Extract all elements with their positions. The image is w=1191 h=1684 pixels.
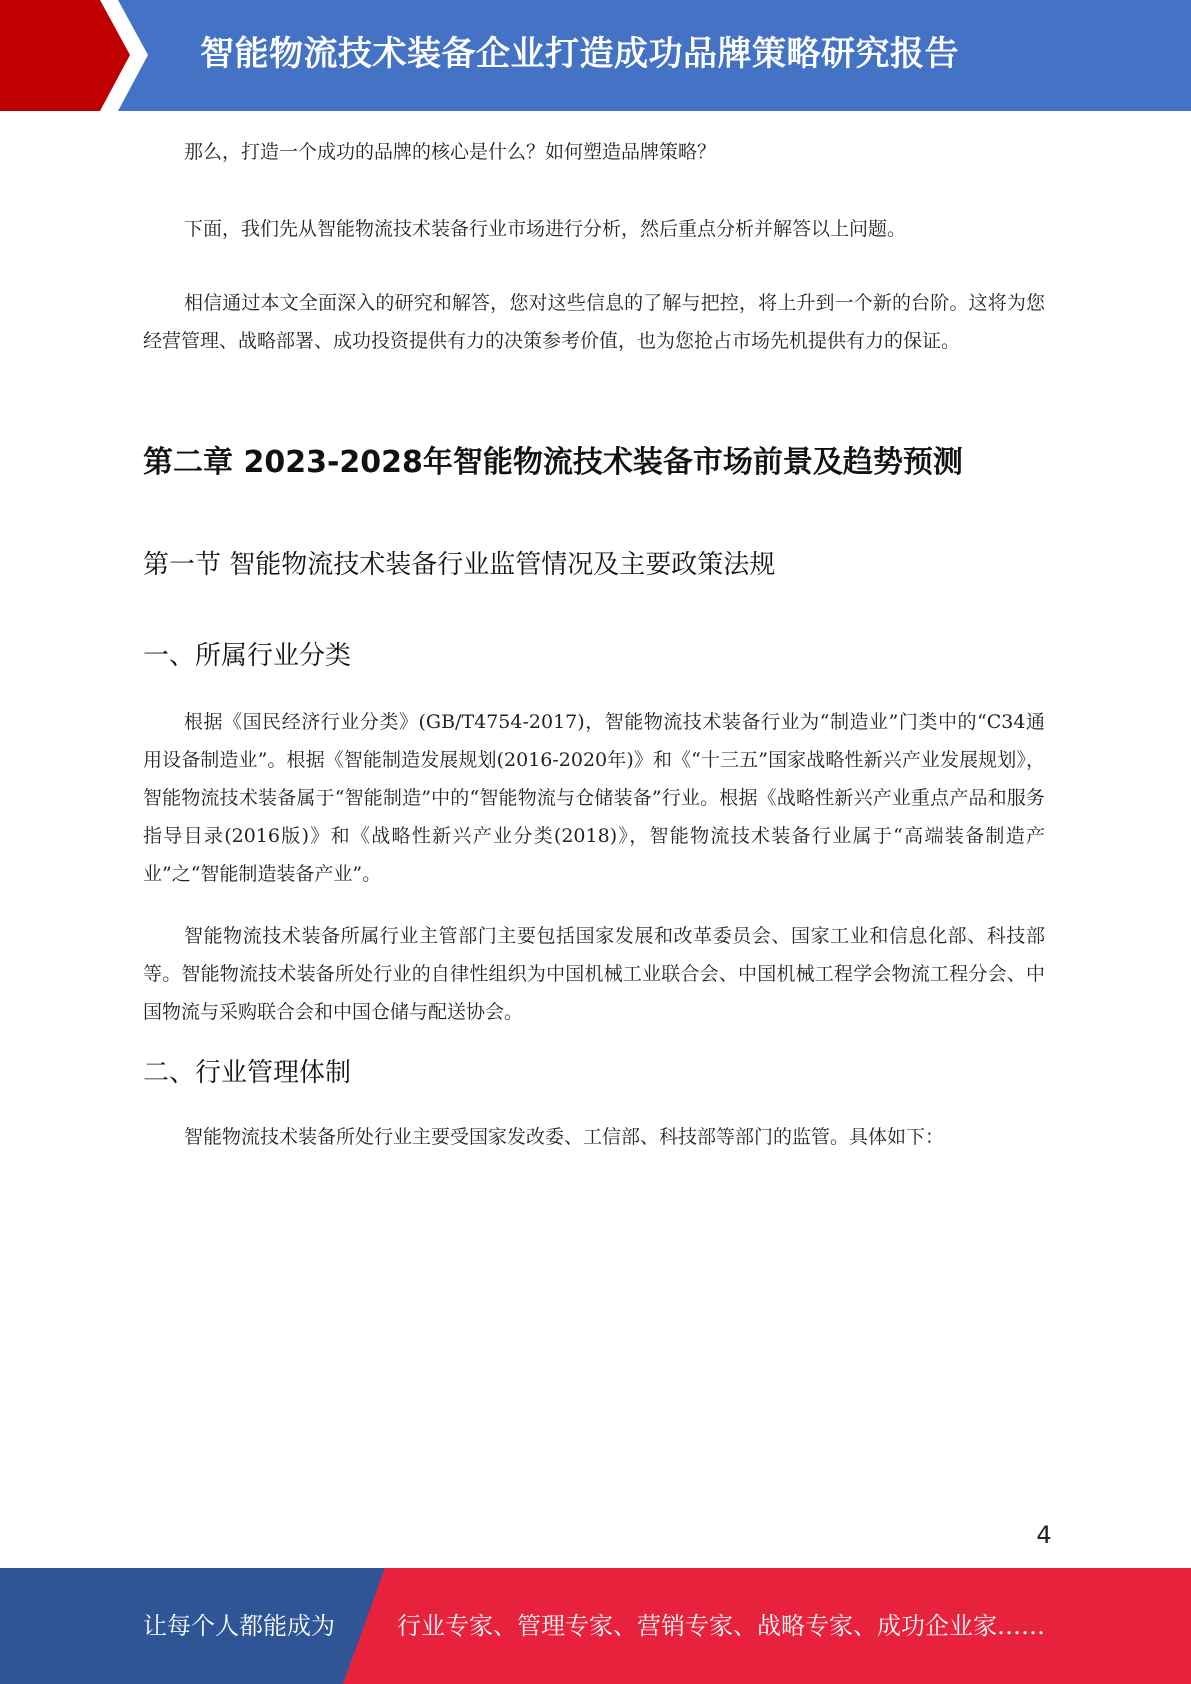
page-header [0, 0, 1191, 111]
footer-slogan-left: 让每个人都能成为 [143, 1612, 335, 1640]
report-title: 智能物流技术装备企业打造成功品牌策略研究报告 [200, 34, 959, 74]
intro-paragraph-1: 那么，打造一个成功的品牌的核心是什么？如何塑造品牌策略？ [184, 141, 717, 163]
intro-paragraph-3: 相信通过本文全面深入的研究和解答，您对这些信息的了解与把控，将上升到一个新的台阶。这将为您经营管理、战略部署、成功投资提供有力的决策参考价值，也为您抢占市场先机提供有力的保证。 [143, 292, 1045, 352]
section-heading: 第一节 智能物流技术装备行业监管情况及主要政策法规 [143, 550, 776, 580]
chapter-heading: 第二章 2023-2028年智能物流技术装备市场前景及趋势预测 [143, 445, 963, 480]
subsection-heading-1: 一、所属行业分类 [143, 641, 352, 671]
classification-paragraph-2: 智能物流技术装备所属行业主管部门主要包括国家发展和改革委员会、国家工业和信息化部、科技部等。智能物流技术装备所处行业的自律性组织为中国机械工业联合会、中国机械工程学会物流工程分会、中国物流与采购联合会和中国仓储与配送协会。 [143, 925, 1045, 1023]
page-number: 4 [1036, 1521, 1052, 1549]
page-footer [0, 1568, 1191, 1684]
footer-slogan-right: 行业专家、管理专家、营销专家、战略专家、成功企业家…… [397, 1612, 1045, 1640]
intro-paragraph-2: 下面，我们先从智能物流技术装备行业市场进行分析，然后重点分析并解答以上问题。 [184, 218, 907, 240]
classification-paragraph-1: 根据《国民经济行业分类》(GB/T4754-2017)，智能物流技术装备行业为“制造业”门类中的“C34通用设备制造业”。根据《智能制造发展规划(2016-2020年)》和《“十三五”国家战略性新兴产业发展规划》，智能物流技术装备属于“智能制造”中的“智能物流与仓储装备”行业。根据《战略性新兴产业重点产品和服务指导目录(2016版)》和《战略性新兴产业分类(2018)》，智能物流技术装备行业属于“高端装备制造产业”之“智能制造装备产业”。 [143, 711, 1045, 885]
subsection-heading-2: 二、行业管理体制 [143, 1058, 352, 1088]
management-paragraph-1: 智能物流技术装备所处行业主要受国家发改委、工信部、科技部等部门的监管。具体如下： [184, 1126, 945, 1148]
